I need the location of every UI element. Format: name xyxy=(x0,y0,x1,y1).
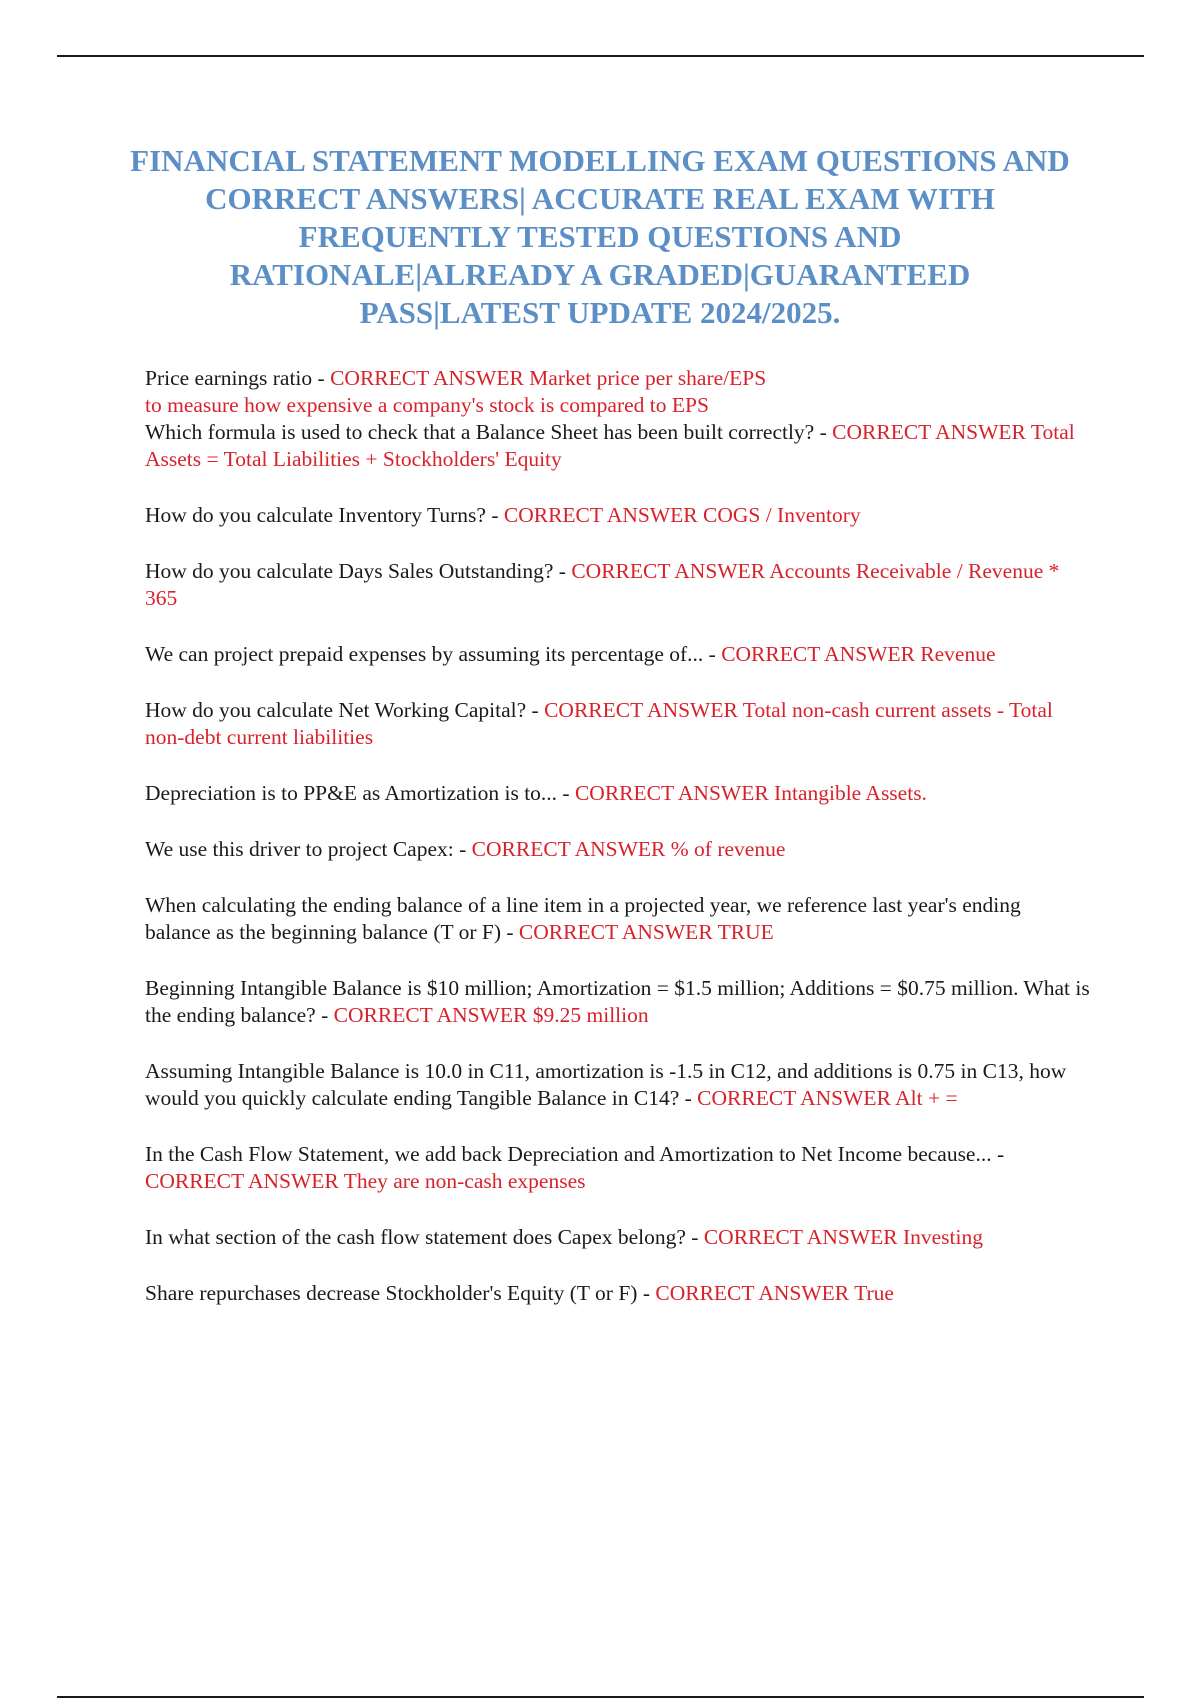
qa-item xyxy=(145,641,1090,668)
answer-text: CORRECT ANSWER Total non-cash current assets - Total non-debt current liabilities xyxy=(145,698,1053,749)
answer-text: CORRECT ANSWER Accounts Receivable / Revenue * 365 xyxy=(145,559,1060,610)
bottom-rule xyxy=(57,1696,1144,1698)
qa-item xyxy=(145,892,1090,946)
question-text: Beginning Intangible Balance is $10 million; Amortization = $1.5 million; Additions = $0.75 million. What is the ending balance? - xyxy=(145,976,1090,1027)
qa-item xyxy=(145,1058,1090,1112)
qa-item xyxy=(145,836,1090,863)
question-text: When calculating the ending balance of a line item in a projected year, we reference last year's ending balance as the beginning balance (T or F) - xyxy=(145,893,1021,944)
question-text: In what section of the cash flow statement does Capex belong? - xyxy=(145,1225,704,1249)
question-text: We use this driver to project Capex: - xyxy=(145,837,472,861)
answer-text: CORRECT ANSWER Intangible Assets. xyxy=(574,781,927,805)
answer-text: CORRECT ANSWER Investing xyxy=(703,1225,983,1249)
question-text: How do you calculate Inventory Turns? - xyxy=(145,503,504,527)
document-title: FINANCIAL STATEMENT MODELLING EXAM QUESTIONS AND CORRECT ANSWERS| ACCURATE REAL EXAM WITH FREQUENTLY TESTED QUESTIONS AND RATIONALE|ALREADY A GRADED|GUARANTEED PASS|LATEST UPDATE 2024/2025. xyxy=(130,143,1070,330)
qa-list xyxy=(145,365,1090,1336)
question-text: Assuming Intangible Balance is 10.0 in C11, amortization is -1.5 in C12, and additions is 0.75 in C13, how would you quickly calculate ending Tangible Balance in C14? - xyxy=(145,1059,1067,1110)
qa-item xyxy=(145,365,1090,419)
qa-item xyxy=(145,697,1090,751)
top-rule xyxy=(57,55,1144,57)
qa-item xyxy=(145,419,1090,473)
question-text: Share repurchases decrease Stockholder's Equity (T or F) - xyxy=(145,1281,656,1305)
answer-text: CORRECT ANSWER True xyxy=(655,1281,894,1305)
question-text: In the Cash Flow Statement, we add back Depreciation and Amortization to Net Income because... - xyxy=(145,1142,1005,1166)
qa-item xyxy=(145,558,1090,612)
question-text: Depreciation is to PP&E as Amortization is to... - xyxy=(145,781,575,805)
question-text: Which formula is used to check that a Balance Sheet has been built correctly? - xyxy=(145,420,833,444)
answer-text: CORRECT ANSWER Alt + = xyxy=(697,1086,958,1110)
qa-item xyxy=(145,780,1090,807)
answer-text-extra: to measure how expensive a company's stock is compared to EPS xyxy=(145,393,709,417)
answer-text: CORRECT ANSWER TRUE xyxy=(518,920,774,944)
qa-item xyxy=(145,1141,1090,1195)
qa-item xyxy=(145,975,1090,1029)
answer-text: CORRECT ANSWER Revenue xyxy=(721,642,996,666)
qa-item xyxy=(145,1224,1090,1251)
qa-item xyxy=(145,502,1090,529)
answer-text: CORRECT ANSWER Market price per share/EPS xyxy=(330,366,767,390)
question-text: Price earnings ratio - xyxy=(145,366,331,390)
qa-item xyxy=(145,1280,1090,1307)
answer-text: CORRECT ANSWER $9.25 million xyxy=(333,1003,649,1027)
answer-text: CORRECT ANSWER % of revenue xyxy=(471,837,786,861)
answer-text: CORRECT ANSWER They are non-cash expenses xyxy=(145,1169,586,1193)
answer-text: CORRECT ANSWER Total Assets = Total Liabilities + Stockholders' Equity xyxy=(145,420,1075,471)
question-text: How do you calculate Net Working Capital? - xyxy=(145,698,545,722)
question-text: We can project prepaid expenses by assuming its percentage of... - xyxy=(145,642,722,666)
answer-text: CORRECT ANSWER COGS / Inventory xyxy=(503,503,861,527)
question-text: How do you calculate Days Sales Outstanding? - xyxy=(145,559,572,583)
